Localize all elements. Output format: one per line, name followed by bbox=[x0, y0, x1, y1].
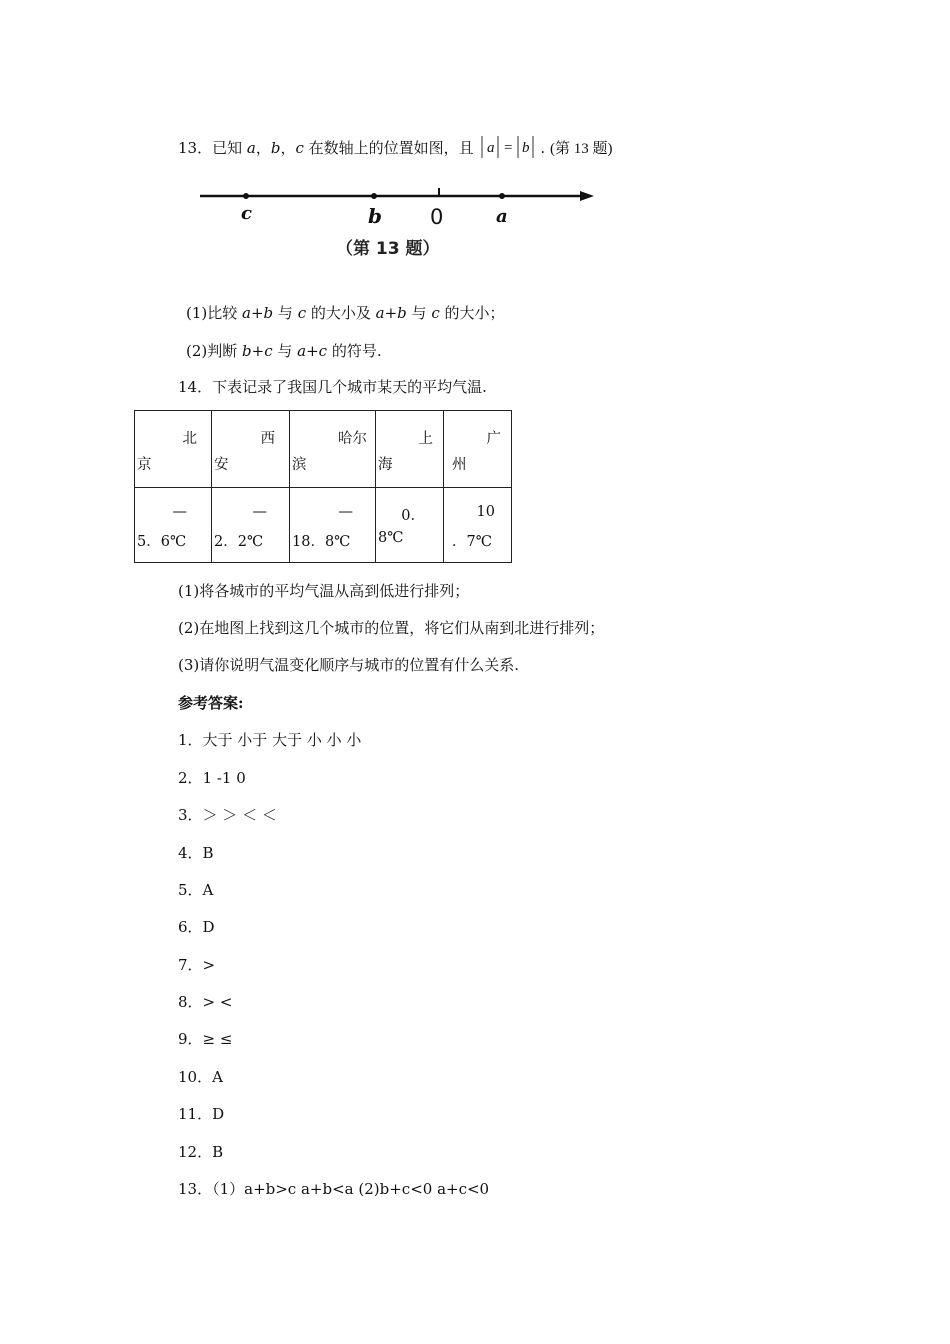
point-a bbox=[499, 193, 505, 199]
number-line-svg bbox=[196, 180, 606, 264]
answer-item: 11．D bbox=[178, 1105, 225, 1123]
question-13-ref: (第 13 题) bbox=[549, 141, 613, 157]
abs-b-text: b bbox=[522, 140, 530, 156]
question-13-part-1: (1)比较 a+b 与 c 的大小及 a+b 与 c 的大小； bbox=[186, 304, 505, 322]
answer-item: 12．B bbox=[178, 1143, 224, 1161]
table-cell: 10 ．7℃ bbox=[444, 488, 512, 563]
var-c: c bbox=[295, 139, 304, 157]
label-c: c bbox=[241, 203, 252, 224]
answer-item: 13．（1）a+b>c a+b<a (2)b+c<0 a+c<0 bbox=[178, 1180, 490, 1198]
table-cell: 0． 8℃ bbox=[376, 488, 444, 563]
table-cell: 上 海 bbox=[376, 411, 444, 488]
number-line-figure bbox=[196, 180, 606, 268]
table-row-temperatures bbox=[135, 488, 512, 563]
question-14-part-2: (2)在地图上找到这几个城市的位置，将它们从南到北进行排列； bbox=[178, 619, 605, 637]
question-13-stem: 13．已知 a，b，c 在数轴上的位置如图，且 a = b . (第 13 题) bbox=[178, 132, 612, 166]
answer-item: 5．A bbox=[178, 881, 214, 899]
city-temperature-table bbox=[134, 410, 512, 563]
answer-item: 7．> bbox=[178, 956, 216, 974]
abs-eq-text: = bbox=[504, 140, 513, 156]
point-c bbox=[243, 193, 249, 199]
label-zero: 0 bbox=[430, 205, 444, 229]
question-14-part-1: (1)将各城市的平均气温从高到低进行排列； bbox=[178, 582, 470, 600]
table-cell: 广 州 bbox=[444, 411, 512, 488]
point-b bbox=[371, 193, 377, 199]
table-cell: 北 京 bbox=[135, 411, 212, 488]
table-cell: — 5．6℃ bbox=[135, 488, 212, 563]
var-b: b bbox=[270, 139, 281, 157]
table-cell: — 2．2℃ bbox=[212, 488, 290, 563]
answer-item: 2．1 -1 0 bbox=[178, 769, 246, 787]
label-b: b bbox=[368, 204, 382, 228]
answers-heading: 参考答案: bbox=[178, 694, 244, 712]
abs-equation bbox=[478, 132, 540, 166]
var-a: a bbox=[246, 139, 256, 157]
answer-item: 8．> < bbox=[178, 993, 233, 1011]
answer-item: 9．≥ ≤ bbox=[178, 1030, 233, 1048]
answer-item: 6．D bbox=[178, 918, 215, 936]
abs-equation-svg bbox=[478, 132, 540, 162]
abs-a-text: a bbox=[487, 140, 495, 156]
table-row-cities bbox=[135, 411, 512, 488]
question-14-stem: 14．下表记录了我国几个城市某天的平均气温. bbox=[178, 378, 487, 396]
table-cell: — 18．8℃ bbox=[290, 488, 376, 563]
table-cell: 哈尔 滨 bbox=[290, 411, 376, 488]
answer-item: 10．A bbox=[178, 1068, 223, 1086]
question-14-part-3: (3)请你说明气温变化顺序与城市的位置有什么关系. bbox=[178, 656, 520, 674]
arrow-head-icon bbox=[580, 191, 594, 201]
question-13-part-2: (2)判断 b+c 与 a+c 的符号. bbox=[186, 342, 382, 360]
answer-item: 4．B bbox=[178, 844, 214, 862]
table-cell: 西 安 bbox=[212, 411, 290, 488]
label-a: a bbox=[496, 206, 508, 227]
figure-caption: （第 13 题） bbox=[336, 239, 440, 259]
answer-item: 1．大于 小于 大于 小 小 小 bbox=[178, 731, 362, 749]
answer-item: 3．＞ ＞ ＜ ＜ bbox=[178, 806, 277, 824]
